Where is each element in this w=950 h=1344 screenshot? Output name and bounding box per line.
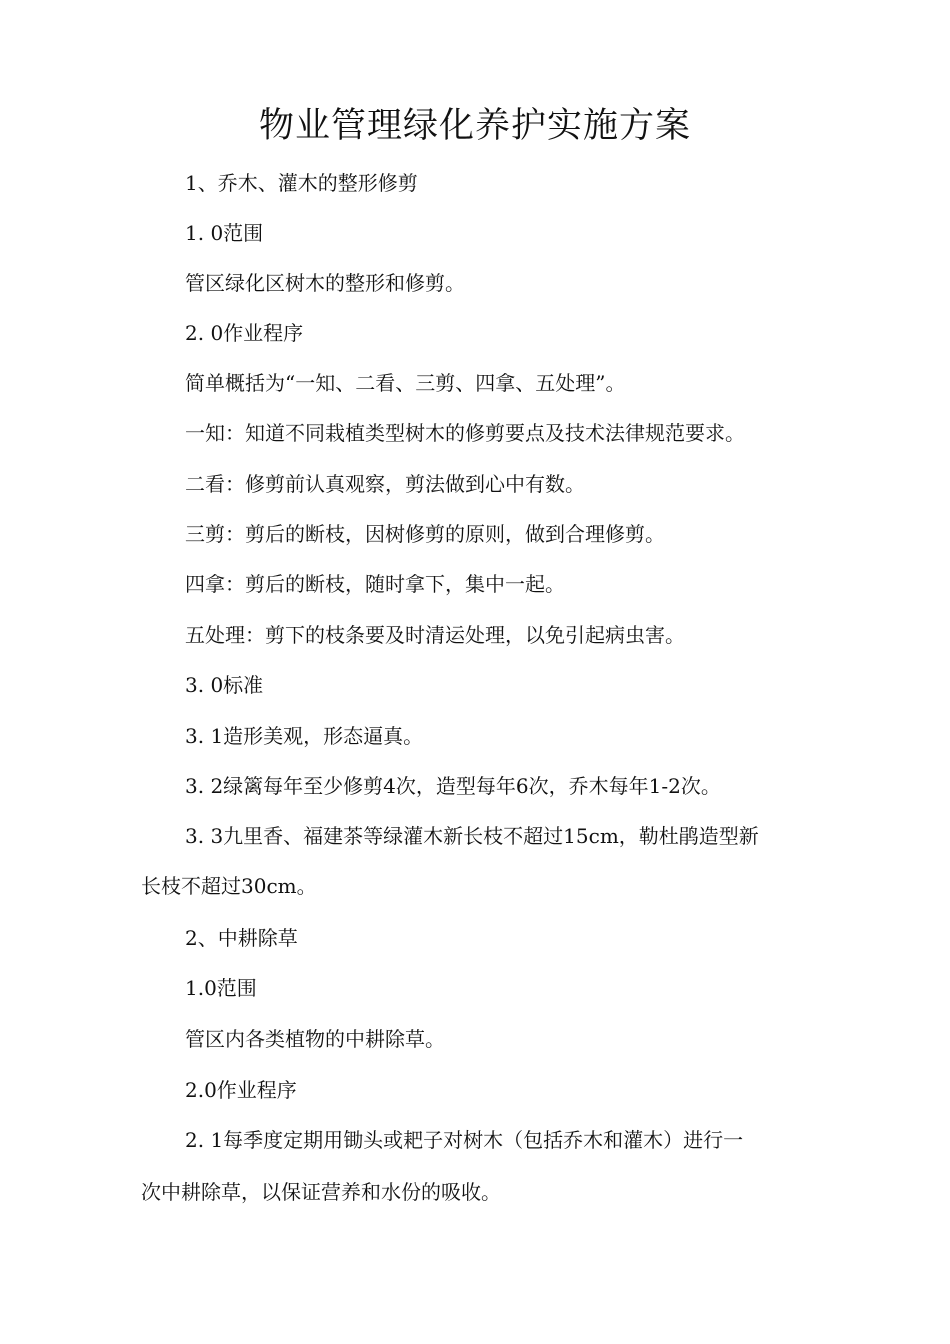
subsection-heading: 2. 0作业程序 xyxy=(185,321,304,345)
subsection-heading: 1.0范围 xyxy=(185,976,257,1000)
paragraph: 五处理：剪下的枝条要及时清运处理，以免引起病虫害。 xyxy=(185,623,685,647)
paragraph: 管区内各类植物的中耕除草。 xyxy=(185,1027,445,1051)
paragraph: 3. 1造形美观，形态逼真。 xyxy=(185,724,424,748)
paragraph: 三剪：剪后的断枝，因树修剪的原则，做到合理修剪。 xyxy=(185,522,665,546)
paragraph: 一知：知道不同栽植类型树木的修剪要点及技术法律规范要求。 xyxy=(185,421,745,445)
paragraph: 3. 2绿篱每年至少修剪4次，造型每年6次，乔木每年1-2次。 xyxy=(185,774,721,798)
paragraph: 四拿：剪后的断枝，随时拿下，集中一起。 xyxy=(185,572,565,596)
paragraph: 简单概括为“一知、二看、三剪、四拿、五处理”。 xyxy=(185,371,626,395)
paragraph: 3. 3九里香、福建茶等绿灌木新长枝不超过15cm，勒杜鹃造型新 xyxy=(185,824,759,848)
subsection-heading: 2.0作业程序 xyxy=(185,1078,297,1102)
subsection-heading: 3. 0标准 xyxy=(185,673,264,697)
document-title: 物业管理绿化养护实施方案 xyxy=(258,106,691,146)
paragraph-continuation: 次中耕除草，以保证营养和水份的吸收。 xyxy=(141,1180,501,1204)
paragraph: 二看：修剪前认真观察，剪法做到心中有数。 xyxy=(185,472,585,496)
paragraph: 2. 1每季度定期用锄头或耙子对树木（包括乔木和灌木）进行一 xyxy=(185,1128,744,1152)
paragraph-continuation: 长枝不超过30cm。 xyxy=(141,874,317,898)
subsection-heading: 1. 0范围 xyxy=(185,221,264,245)
section-heading: 2、中耕除草 xyxy=(185,926,298,950)
paragraph: 管区绿化区树木的整形和修剪。 xyxy=(185,271,465,295)
section-heading: 1、乔木、灌木的整形修剪 xyxy=(185,171,418,195)
